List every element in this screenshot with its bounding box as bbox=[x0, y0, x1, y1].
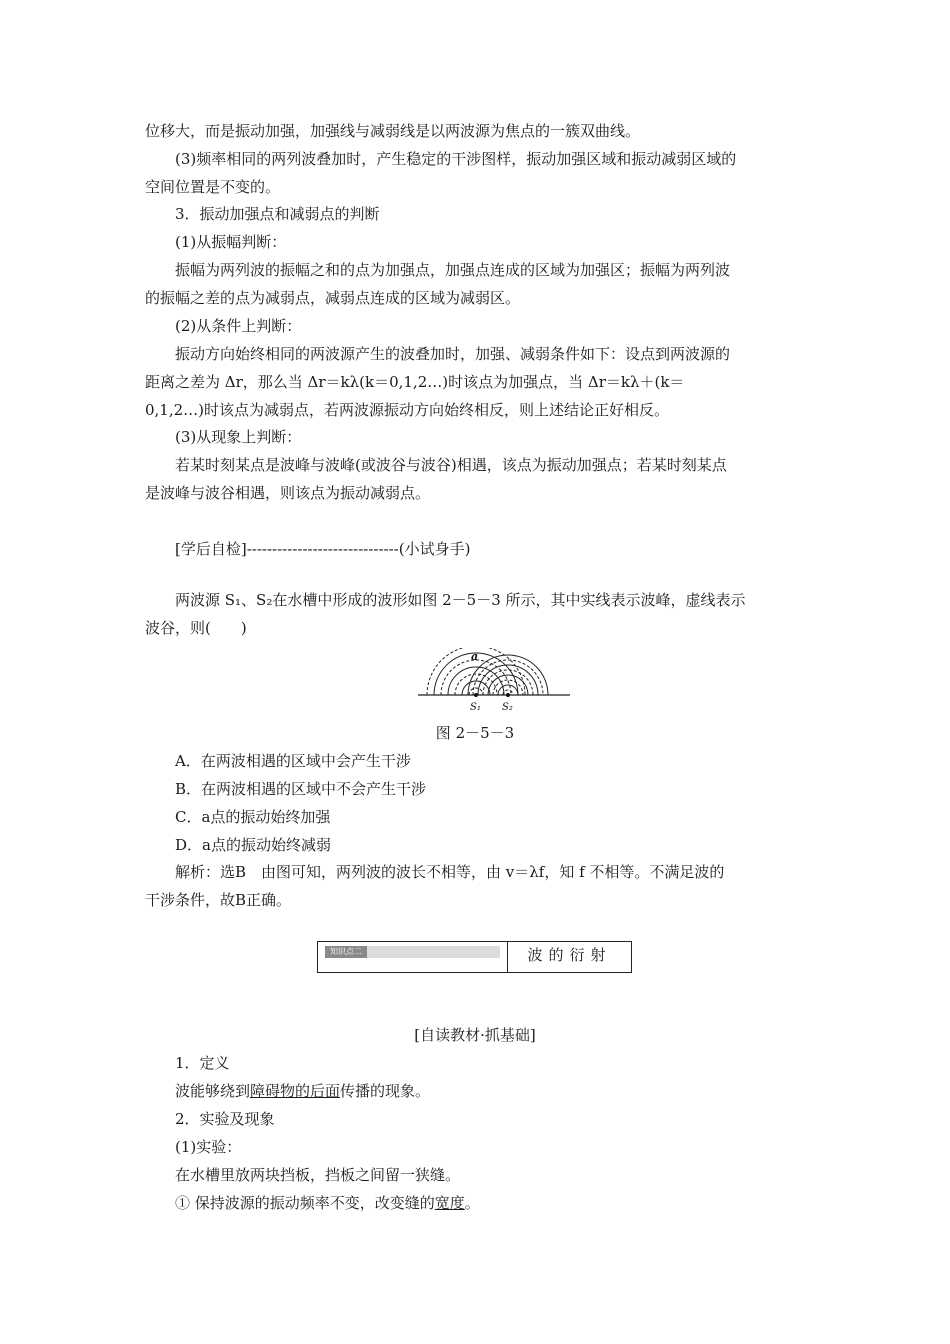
wave-interference-figure bbox=[418, 648, 570, 714]
text-line: 是波峰与波谷相遇，则该点为振动减弱点。 bbox=[145, 484, 431, 502]
knowledge-point-box bbox=[317, 941, 632, 973]
self-check-heading: [学后自检]------------------------------(小试身手) bbox=[175, 540, 471, 558]
text-line: 0,1,2…)时该点为减弱点，若两波源振动方向始终相反，则上述结论正好相反。 bbox=[145, 401, 670, 419]
knowledge-tag-bar bbox=[325, 946, 500, 958]
point-a-label: a bbox=[471, 650, 479, 663]
sub-heading: (3)从现象上判断： bbox=[175, 428, 302, 446]
option-b: B．在两波相遇的区域中不会产生干涉 bbox=[175, 780, 427, 798]
sub-heading: (1)从振幅判断： bbox=[175, 233, 287, 251]
text-line: 振幅为两列波的振幅之和的点为加强点，加强点连成的区域为加强区；振幅为两列波 bbox=[175, 261, 731, 279]
text-line: (3)频率相同的两列波叠加时，产生稳定的干涉图样，振动加强区域和振动减弱区域的 bbox=[175, 150, 737, 168]
text-span: ① 保持波源的振动频率不变，改变缝的 bbox=[175, 1194, 435, 1212]
knowledge-title: 波的衍射 bbox=[527, 946, 612, 964]
option-a: A．在两波相遇的区域中会产生干涉 bbox=[175, 752, 411, 770]
section-heading: 1．定义 bbox=[175, 1054, 230, 1072]
option-d: D．a点的振动始终减弱 bbox=[175, 836, 331, 854]
text-line: 距离之差为 Δr，那么当 Δr＝kλ(k＝0,1,2…)时该点为加强点，当 Δr＝kλ＋(k＝ bbox=[145, 373, 685, 391]
text-line: 在水槽里放两块挡板，挡板之间留一狭缝。 bbox=[175, 1166, 461, 1184]
knowledge-tag: 知识点二 bbox=[325, 946, 367, 958]
text-line: 的振幅之差的点为减弱点，减弱点连成的区域为减弱区。 bbox=[145, 289, 521, 307]
section-label: [自读教材·抓基础] bbox=[414, 1026, 536, 1044]
question-text: 两波源 S₁、S₂在水槽中形成的波形如图 2－5－3 所示，其中实线表示波峰，虚线表示 bbox=[175, 591, 746, 609]
sub-heading: (2)从条件上判断： bbox=[175, 317, 302, 335]
section-heading: 2．实验及现象 bbox=[175, 1110, 275, 1128]
text-line: 位移大，而是振动加强，加强线与减弱线是以两波源为焦点的一簇双曲线。 bbox=[145, 122, 641, 140]
text-line: 振动方向始终相同的两波源产生的波叠加时，加强、减弱条件如下：设点到两波源的 bbox=[175, 345, 731, 363]
source-s2-dot bbox=[506, 693, 510, 697]
figure-caption: 图 2－5－3 bbox=[435, 724, 515, 742]
underlined-term: 宽度 bbox=[434, 1194, 465, 1212]
s2-label: S₂ bbox=[502, 702, 513, 713]
text-line bbox=[175, 1080, 430, 1102]
answer-text: 干涉条件，故B正确。 bbox=[145, 891, 292, 909]
question-text: 波谷，则( ) bbox=[145, 619, 247, 637]
sub-heading: (1)实验： bbox=[175, 1138, 242, 1156]
text-line: 若某时刻某点是波峰与波峰(或波谷与波谷)相遇，该点为振动加强点；若某时刻某点 bbox=[175, 456, 727, 474]
text-span: 。 bbox=[464, 1194, 480, 1212]
section-heading: 3．振动加强点和减弱点的判断 bbox=[175, 205, 380, 223]
option-c: C．a点的振动始终加强 bbox=[175, 808, 331, 826]
text-span: 波能够绕到 bbox=[175, 1082, 251, 1100]
text-span: 传播的现象。 bbox=[340, 1082, 431, 1100]
source-s1-dot bbox=[474, 693, 478, 697]
text-line: 空间位置是不变的。 bbox=[145, 178, 281, 196]
answer-text: 解析：选B 由图可知，两列波的波长不相等，由 v＝λf，知 f 不相等。不满足波的 bbox=[175, 863, 725, 881]
underlined-term: 障碍物的后面 bbox=[250, 1082, 341, 1100]
s1-label: S₁ bbox=[470, 702, 481, 713]
text-line bbox=[175, 1192, 480, 1214]
